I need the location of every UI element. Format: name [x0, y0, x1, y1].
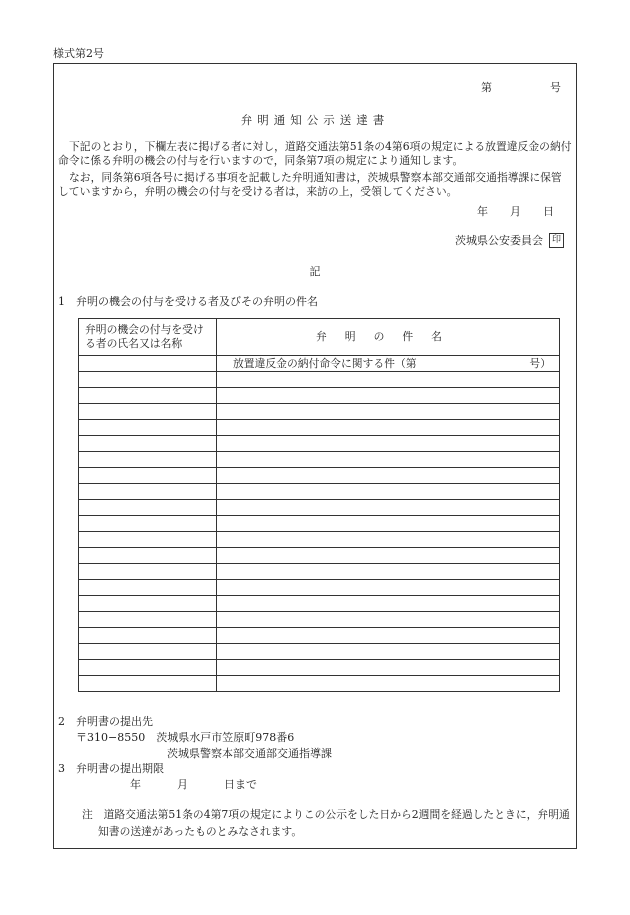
table-row	[79, 596, 560, 612]
case-cell[interactable]	[217, 644, 560, 660]
case-cell[interactable]	[217, 356, 560, 372]
table-row	[79, 484, 560, 500]
paragraph-2: なお，同条第6項各号に掲げる事項を記載した弁明通知書は，茨城県警察本部交通部交通指導課に保管していますから，弁明の機会の付与を受ける者は，来訪の上，受領してください。	[58, 171, 562, 198]
doc-number-suffix: 号	[550, 81, 561, 94]
deadline-line	[130, 776, 257, 792]
item-2-heading: 2 弁明書の提出先	[58, 715, 153, 728]
seal-mark: 印	[549, 233, 564, 248]
person-cell[interactable]	[79, 436, 217, 452]
table-row	[79, 564, 560, 580]
person-cell[interactable]	[79, 516, 217, 532]
table-row	[79, 548, 560, 564]
case-cell[interactable]	[217, 500, 560, 516]
person-cell[interactable]	[79, 468, 217, 484]
table-row	[79, 516, 560, 532]
date-line	[477, 203, 554, 219]
date-day: 日	[543, 205, 554, 218]
case-table	[78, 318, 560, 692]
table-row	[79, 388, 560, 404]
table-row	[79, 468, 560, 484]
form-label: 様式第2号	[53, 47, 104, 60]
person-cell[interactable]	[79, 612, 217, 628]
item-3-heading: 3 弁明書の提出期限	[58, 762, 164, 775]
case-cell[interactable]	[217, 372, 560, 388]
person-cell[interactable]	[79, 596, 217, 612]
table-row	[79, 404, 560, 420]
document-frame	[53, 63, 577, 849]
table-row	[79, 628, 560, 644]
table-row	[79, 644, 560, 660]
table-header-person: 弁明の機会の付与を受ける者の氏名又は名称	[79, 319, 217, 356]
table-row	[79, 660, 560, 676]
table-row	[79, 580, 560, 596]
doc-number-prefix: 第	[481, 81, 492, 94]
case-cell[interactable]	[217, 564, 560, 580]
case-cell[interactable]	[217, 660, 560, 676]
case-ref-label: 放置違反金の納付命令に関する件（第	[233, 357, 417, 370]
ki-heading: 記	[309, 265, 321, 278]
person-cell[interactable]	[79, 420, 217, 436]
case-cell[interactable]	[217, 580, 560, 596]
table-header-case: 弁明の件名	[217, 319, 560, 356]
case-cell[interactable]	[217, 676, 560, 692]
case-cell[interactable]	[217, 436, 560, 452]
issuer-name: 茨城県公安委員会	[455, 234, 543, 247]
table-row	[79, 500, 560, 516]
note: 注 道路交通法第51条の4第7項の規定によりこの公示をした日から2週間を経過したときに，弁明通知書の送達があったものとみなされます。	[82, 808, 570, 838]
person-cell[interactable]	[79, 644, 217, 660]
person-cell[interactable]	[79, 628, 217, 644]
document-number	[481, 79, 561, 95]
person-cell[interactable]	[79, 356, 217, 372]
person-cell[interactable]	[79, 484, 217, 500]
paragraph-1: 下記のとおり，下欄左表に掲げる者に対し，道路交通法第51条の4第6項の規定による放置違反金の納付命令に係る弁明の機会の付与を行いますので，同条第7項の規定により通知します。	[58, 140, 572, 167]
case-cell[interactable]	[217, 516, 560, 532]
date-month: 月	[510, 205, 521, 218]
person-cell[interactable]	[79, 532, 217, 548]
case-cell[interactable]	[217, 452, 560, 468]
deadline-year: 年	[130, 778, 141, 791]
case-cell[interactable]	[217, 388, 560, 404]
person-cell[interactable]	[79, 372, 217, 388]
person-cell[interactable]	[79, 660, 217, 676]
case-cell[interactable]	[217, 484, 560, 500]
case-cell[interactable]	[217, 596, 560, 612]
case-cell[interactable]	[217, 468, 560, 484]
issuer	[455, 232, 564, 248]
case-cell[interactable]	[217, 628, 560, 644]
person-cell[interactable]	[79, 388, 217, 404]
person-cell[interactable]	[79, 452, 217, 468]
case-cell[interactable]	[217, 532, 560, 548]
table-row	[79, 612, 560, 628]
case-ref-end: 号）	[529, 357, 551, 370]
table-row	[79, 532, 560, 548]
item-1-heading: 1 弁明の機会の付与を受ける者及びその弁明の件名	[58, 295, 318, 308]
table-row	[79, 436, 560, 452]
case-cell[interactable]	[217, 612, 560, 628]
case-cell[interactable]	[217, 404, 560, 420]
person-cell[interactable]	[79, 676, 217, 692]
person-cell[interactable]	[79, 580, 217, 596]
person-cell[interactable]	[79, 564, 217, 580]
submission-office: 茨城県警察本部交通部交通指導課	[167, 747, 332, 760]
table-row	[79, 372, 560, 388]
person-cell[interactable]	[79, 548, 217, 564]
table-row	[79, 452, 560, 468]
date-year: 年	[477, 205, 488, 218]
deadline-month: 月	[177, 778, 188, 791]
table-row	[79, 676, 560, 692]
person-cell[interactable]	[79, 404, 217, 420]
table-row	[79, 356, 560, 372]
person-cell[interactable]	[79, 500, 217, 516]
submission-address: 〒310−8550 茨城県水戸市笠原町978番6	[76, 731, 295, 744]
document-title: 弁明通知公示送達書	[240, 113, 390, 127]
table-row	[79, 420, 560, 436]
case-cell[interactable]	[217, 420, 560, 436]
case-cell[interactable]	[217, 548, 560, 564]
deadline-until: 日まで	[224, 778, 257, 791]
